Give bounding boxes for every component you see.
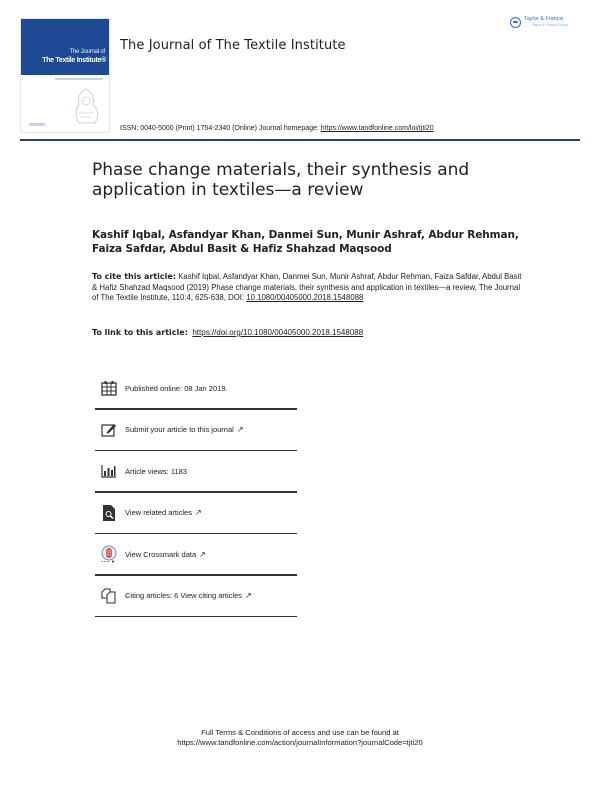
article-views-text: Article views: 1183 (125, 466, 187, 476)
cover-journal-of: The Journal of (69, 49, 105, 55)
citing-articles-link[interactable] (95, 576, 297, 616)
article-url-link[interactable]: https://doi.org/10.1080/00405000.2018.1548088 (192, 328, 364, 337)
citing-articles-icon (99, 586, 119, 606)
article-links-list (95, 368, 297, 617)
citation-block (92, 272, 522, 304)
terms-url[interactable]: https://www.tandfonline.com/action/journalInformation?journalCode=tjti20 (177, 738, 423, 747)
divider (95, 616, 297, 618)
bar-chart-icon (99, 461, 119, 481)
cover-banner (21, 19, 109, 75)
publisher-logo[interactable] (510, 16, 568, 28)
article-views-item (95, 451, 297, 491)
citing-articles-text: Citing articles: 6 View citing articles (125, 591, 242, 600)
document-search-icon (99, 503, 119, 523)
article-link-row (92, 328, 363, 337)
cover-publisher-mark (29, 123, 45, 126)
crossmark-icon (99, 544, 119, 564)
related-articles-link[interactable] (95, 493, 297, 533)
cover-subtitle-line (55, 78, 103, 80)
publisher-group: Taylor & Francis Group (532, 23, 568, 27)
submit-article-text: Submit your article to this journal (125, 425, 234, 434)
submit-article-link[interactable] (95, 410, 297, 450)
terms-text: Full Terms & Conditions of access and use can be found at (201, 728, 399, 737)
related-articles-text: View related articles (125, 508, 192, 517)
published-online-text: Published online: 08 Jan 2019. (125, 383, 228, 393)
journal-title: The Journal of The Textile Institute (120, 38, 346, 53)
edit-icon (99, 420, 119, 440)
journal-homepage-link[interactable]: https://www.tandfonline.com/loi/tjti20 (320, 125, 434, 132)
cite-label: To cite this article: (92, 272, 177, 281)
publisher-name: Taylor & Francis (524, 16, 564, 22)
external-link-icon: ↗ (245, 591, 252, 600)
link-label: To link to this article: (92, 328, 188, 337)
terms-footer (0, 728, 600, 748)
article-title: Phase change materials, their synthesis and application in textiles—a review (92, 160, 470, 200)
crossmark-text: View Crossmark data (125, 549, 197, 559)
calendar-icon (99, 378, 119, 398)
external-link-icon: ↗ (236, 425, 244, 434)
published-online-item (95, 368, 297, 408)
journal-cover (20, 18, 110, 133)
cover-title: The Textile Institute® (42, 57, 106, 64)
header-divider (20, 139, 580, 141)
article-authors: Kashif Iqbal, Asfandyar Khan, Danmei Sun, Munir Ashraf, Abdur Rehman, Faiza Safdar, Abdul Basit & Hafiz Shahzad Maqsood (92, 229, 519, 255)
crossmark-link[interactable] (95, 534, 297, 574)
issn-text: ISSN: 0040-5000 (Print) 1754-2340 (Online) Journal homepage: (120, 125, 321, 132)
external-link-icon: ↗ (199, 549, 206, 559)
issn-line (120, 125, 434, 132)
cite-text: Kashif Iqbal, Asfandyar Khan, Danmei Sun, Munir Ashraf, Abdur Rehman, Faiza Safdar, Abdul Basit & Hafiz Shahzad Maqsood (2019) Phase change materials, their synthesis and application in textiles—a review, The Journal of The Textile Institute, 110:4, 625-638, DOI: (92, 272, 522, 303)
taylor-francis-logo-icon (510, 17, 521, 28)
external-link-icon: ↗ (194, 508, 202, 517)
cover-emblem-icon (69, 87, 103, 127)
doi-link[interactable]: 10.1080/00405000.2018.1548088 (246, 293, 364, 303)
